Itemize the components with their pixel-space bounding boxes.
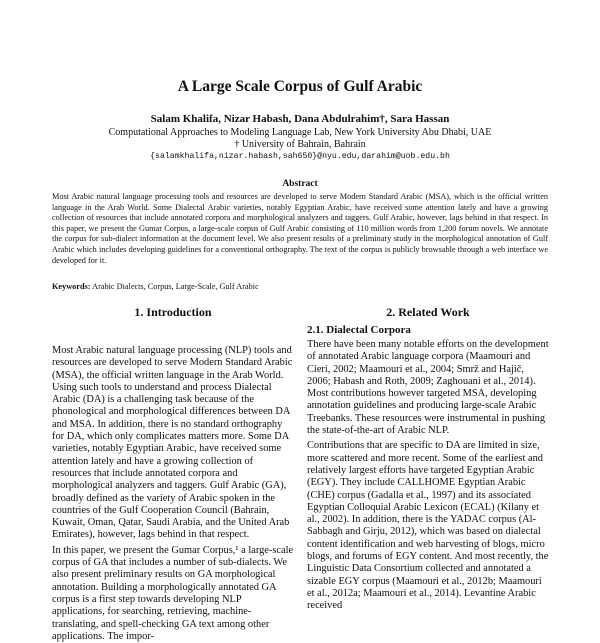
related-work-heading: 2. Related Work <box>386 305 470 319</box>
related-work-column <box>307 339 549 613</box>
introduction-heading: 1. Introduction <box>134 305 212 319</box>
keywords <box>52 282 548 291</box>
keywords-label: Keywords: <box>52 282 91 291</box>
abstract-heading: Abstract <box>282 179 318 189</box>
dialectal-corpora-heading: 2.1. Dialectal Corpora <box>307 324 411 336</box>
intro-paragraph-2: In this paper, we present the Gumar Corpus,¹ a large-scale corpus of GA that includes a number of sub-dialects. We also present preliminary results on GA morphological annotation. Building a morphologically annotated GA corpus is a first step towards developing NLP applications, for searching, retrieving, machine-translating, and spell-checking GA text among other applications. The impor- <box>52 544 294 642</box>
author-emails: {salamkhalifa,nizar.habash,sah650}@nyu.edu,darahim@uob.edu.bh <box>150 152 450 161</box>
affiliation-secondary: † University of Bahrain, Bahrain <box>234 139 366 150</box>
related-work-paragraph-2: Contributions that are specific to DA are limited in size, more scattered and more recent. Some of the earliest and relatively largest efforts have targeted Egyptian Arabic (EGY). They include CALLHOME Egyptian Arabic (CHE) corpus (Gadalla et al., 1997) and its associated Egyptian Colloquial Arabic Lexicon (ECAL) (Kilany et al., 2002). In addition, there is the YADAC corpus (Al-Sabbagh and Girju, 2012), which was based on dialectal content identification and web harvesting of blogs, micro blogs, and forums of EGY content. And most recently, the Linguistic Data Consortium collected and annotated a sizable EGY corpus (Maamouri et al., 2012b; Maamouri et al., 2012a; Maamouri et al., 2014). Levantine Arabic received <box>307 440 549 612</box>
introduction-column <box>52 345 294 643</box>
abstract-text: Most Arabic natural language processing tools and resources are developed to serve Modern Standard Arabic (MSA), which is the official written language in the Arab World. Some Dialectal Arabic varieties, notably Egyptian Arabic, have received some attention lately and have a growing collection of resources that include annotated corpora and morphological analyzers and taggers. Gulf Arabic, however, lags behind in that respect. In this paper, we present the Gumar Corpus, a large-scale corpus of Gulf Arabic consisting of 110 million words from 1,200 forum novels. We annotate the corpus for sub-dialect information at the document level. We also present results of a preliminary study in the morphological annotation of Gulf Arabic which includes developing guidelines for a conventional orthography. The text of the corpus is publicly browsable through a web interface we developed for it. <box>52 192 548 265</box>
paper-title: A Large Scale Corpus of Gulf Arabic <box>177 78 423 95</box>
keywords-list: Arabic Dialects, Corpus, Large-Scale, Gulf Arabic <box>92 282 259 291</box>
affiliation-primary: Computational Approaches to Modeling Language Lab, New York University Abu Dhabi, UAE <box>108 127 492 138</box>
intro-paragraph-1: Most Arabic natural language processing (NLP) tools and resources are developed to serve Modern Standard Arabic (MSA), the official written language in the Arab World. Using such tools to understand and process Dialectal Arabic (DA) is a challenging task because of the phonological and morphological differences between DA and MSA. In addition, there is no standard orthography for DA, which only complicates matters more. Some DA varieties, notably Egyptian Arabic, have received some attention lately and have a growing collection of resources that include annotated corpora and morphological analyzers and taggers. Gulf Arabic (GA), broadly defined as the variety of Arabic spoken in the countries of the Gulf Cooperation Council (Bahrain, Kuwait, Oman, Qatar, Saudi Arabia, and the United Arab Emirates), however, lags behind in that respect. <box>52 345 293 541</box>
author-list: Salam Khalifa, Nizar Habash, Dana Abdulrahim†, Sara Hassan <box>150 113 450 125</box>
related-work-paragraph-1: There have been many notable efforts on the development of annotated Arabic language corpora (Maamouri and Cieri, 2002; Maamouri et al., 2004; Smrž and Hajič, 2006; Habash and Roth, 2009; Zaghouani et al., 2014). Most contributions however targeted MSA, developing annotation guidelines and producing large-scale Arabic Treebanks. These resources were instrumental in pushing the state-of-the-art of Arabic NLP. <box>307 339 549 437</box>
